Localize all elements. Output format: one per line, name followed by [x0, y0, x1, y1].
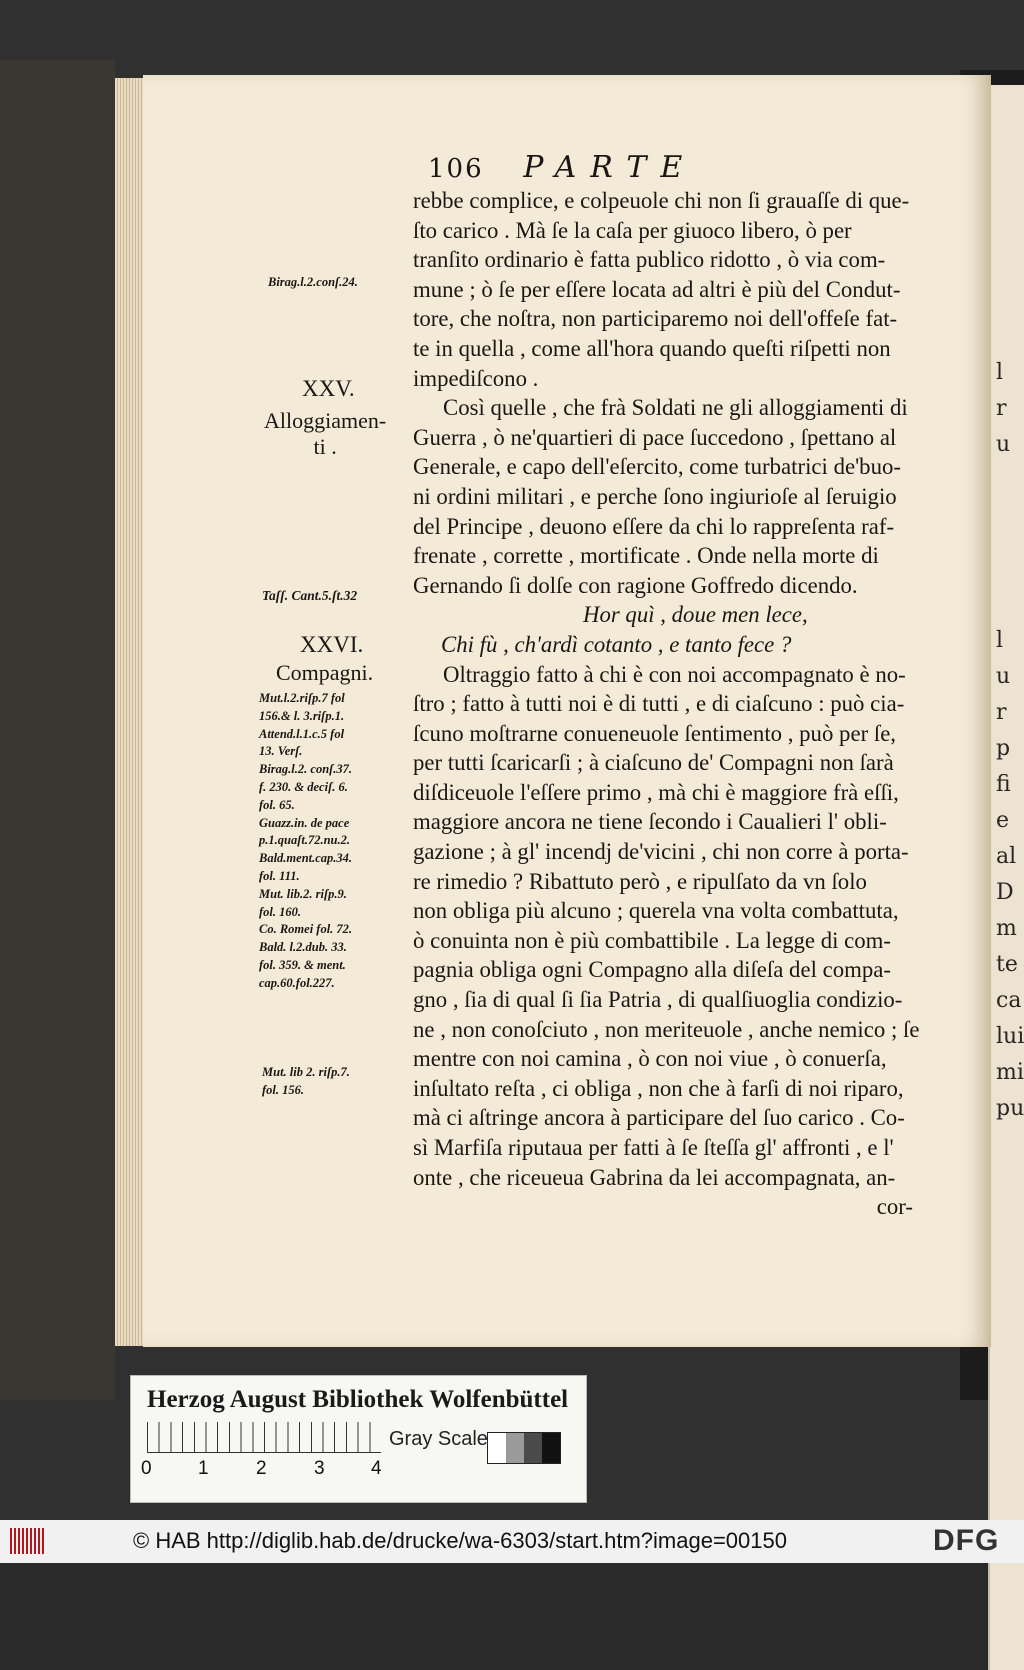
section-name-line: Alloggiamen- — [264, 408, 387, 433]
next-page-fragment: r — [996, 396, 1007, 421]
next-page-fragment: D — [996, 880, 1014, 905]
catchword: cor- — [876, 1194, 913, 1220]
text-line: frenate , corrette , mortificate . Onde nella morte di — [413, 543, 879, 569]
text-line: impediſcono . — [413, 365, 539, 391]
margin-ref-birag: Birag.l.2.conſ.24. — [268, 275, 358, 289]
text-line: per tutti ſcaricarſi ; à ciaſcuno de' Compagni non ſarà — [413, 750, 894, 776]
text-line: ne , non conoſciuto , non meriteuole , anche nemico ; ſe — [413, 1016, 920, 1042]
ruler-number: 4 — [371, 1458, 382, 1479]
text-line: non obliga più alcuno ; querela vna volta combattuta, — [413, 898, 899, 924]
next-page-fragment: u — [996, 432, 1011, 457]
text-line: Guerra , ò ne'quartieri di pace ſuccedono , ſpettano al — [413, 424, 897, 450]
library-color-card — [130, 1375, 587, 1503]
text-line: ſcuno moſtrarne conueneuole ſentimento , può per ſe, — [413, 720, 897, 746]
margin-ref-line: fol. 156. — [262, 1082, 305, 1097]
margin-ref-line: fol. 111. — [259, 868, 300, 883]
next-page-fragment: p — [996, 736, 1011, 761]
next-page-fragment: te — [996, 952, 1018, 977]
text-line: ſtro ; fatto à tutti noi è di tutti , e di ciaſcuno : può cia- — [413, 691, 905, 717]
text-line: Generale, e capo dell'eſercito, come turbatrici de'buo- — [413, 454, 901, 480]
margin-ref-line: 13. Verſ. — [259, 744, 303, 759]
text-line: del Principe , deuono eſſere da chi lo rappreſenta raf- — [413, 513, 895, 539]
body-text — [413, 186, 953, 1222]
text-line: Gernando ſi dolſe con ragione Goffredo dicendo. — [413, 572, 858, 598]
next-page-fragment: pu — [996, 1096, 1024, 1121]
gray-swatch — [542, 1433, 560, 1463]
text-line: pagnia obliga ogni Compagno alla diſeſa del compa- — [413, 957, 891, 983]
text-line: tranſito ordinario è fatta publico ridotto , ò via com- — [413, 247, 886, 273]
gray-swatch — [506, 1433, 524, 1463]
margin-ref-line: f. 230. & deciſ. 6. — [259, 779, 348, 794]
margin-ref-tass: Taſſ. Cant.5.ſt.32 — [262, 588, 358, 603]
margin-ref-mut — [262, 1064, 350, 1100]
next-page-fragment: ca — [996, 988, 1022, 1013]
verse-line: Hor quì , doue men lece, — [583, 602, 808, 628]
margin-ref-line: fol. 359. & ment. — [259, 957, 346, 972]
text-line: ò conuinta non è più combattibile . La legge di com- — [413, 927, 891, 953]
text-line: gno , ſia di qual ſi ſia Patria , di qualſiuoglia condizio- — [413, 987, 903, 1013]
margin-ref-line: cap.60.fol.227. — [259, 975, 335, 990]
dfg-logo: DFG — [933, 1524, 1000, 1557]
margin-ref-line: Attend.l.1.c.5 fol — [259, 726, 345, 741]
next-page-fragment: e — [996, 808, 1010, 833]
text-line: ni ordini militari , e perche ſono ingiurioſe al ſeruigio — [413, 483, 897, 509]
text-line: ſto carico . Mà ſe la caſa per giuoco libero, ò per — [413, 217, 852, 243]
next-page-fragment: fi — [996, 772, 1011, 797]
next-page-fragment: m — [996, 916, 1017, 941]
margin-ref-line: Birag.l.2. conſ.37. — [259, 762, 353, 777]
section-name-line: ti . — [313, 434, 337, 459]
text-line: mune ; ò ſe per eſſere locata ad altri è più del Condut- — [413, 276, 901, 302]
library-name: Herzog August Bibliothek Wolfenbüttel — [147, 1386, 569, 1413]
next-page-fragment: lui — [996, 1024, 1024, 1049]
margin-ref-group — [259, 690, 352, 993]
ruler-number: 2 — [256, 1458, 267, 1479]
verse-line: Chi fù , ch'ardì cotanto , e tanto fece ? — [441, 631, 792, 657]
margin-ref-line: p.1.quaſt.72.nu.2. — [259, 833, 350, 848]
page-number: 106 — [428, 154, 484, 184]
next-page-fragment: mi — [996, 1060, 1024, 1085]
margin-ref-line: Bald.ment.cap.34. — [259, 851, 353, 866]
next-page-fragment: l — [996, 628, 1004, 653]
margin-ref-line: Guazz.in. de pace — [259, 815, 350, 830]
page-header — [428, 150, 696, 185]
text-line: re rimedio ? Ribattuto però , e ripulſato da vn ſolo — [413, 868, 867, 894]
margin-ref-line: 156.& l. 3.riſp.1. — [259, 708, 345, 723]
text-line: maggiore ancora ne tiene ſecondo i Caualieri l' obli- — [413, 809, 887, 835]
running-title: PARTE — [523, 150, 697, 185]
next-page-fragment: al — [996, 844, 1017, 869]
text-line: mà ci aſtringe ancora à participare del ſuo carico . Co- — [413, 1105, 905, 1131]
gray-swatch — [524, 1433, 542, 1463]
book-shadow — [0, 60, 115, 1400]
next-page-fragment: r — [996, 700, 1007, 725]
margin-ref-line: Bald. l.2.dub. 33. — [259, 940, 347, 955]
gray-scale-swatches — [487, 1432, 561, 1464]
text-line: inſultato reſta , ci obliga , non che à farſi di noi riparo, — [413, 1075, 904, 1101]
text-line: rebbe complice, e colpeuole chi non ſi grauaſſe di que- — [413, 188, 910, 213]
text-line: gazione ; à gl' incendj de'vicini , chi non corre à porta- — [413, 839, 909, 865]
margin-ref-line: Mut. lib.2. riſp.9. — [259, 886, 347, 901]
section-name-alloggiamenti — [264, 408, 386, 460]
margin-ref-line: Mut. lib 2. riſp.7. — [262, 1065, 350, 1079]
gray-swatch — [488, 1433, 506, 1463]
section-name-compagni: Compagni. — [276, 660, 374, 685]
ruler-number: 3 — [314, 1458, 325, 1479]
scale-ruler — [147, 1422, 381, 1453]
hab-logo-icon — [10, 1528, 46, 1554]
ruler-number: 0 — [141, 1458, 152, 1479]
margin-ref-line: fol. 65. — [259, 797, 295, 812]
footer-copyright-link[interactable]: © HAB http://diglib.hab.de/drucke/wa-6303/start.htm?image=00150 — [133, 1528, 787, 1553]
text-line: Oltraggio fatto à chi è con noi accompagnato è no- — [443, 661, 906, 687]
next-page-fragment: u — [996, 664, 1011, 689]
gray-scale-label: Gray Scale — [389, 1428, 488, 1450]
text-line: diſdiceuole l'eſſere primo , mà chi è maggiore frà eſſi, — [413, 779, 899, 805]
section-number-xxvi: XXVI. — [300, 632, 364, 657]
ruler-number: 1 — [198, 1458, 209, 1479]
text-line: Così quelle , che frà Soldati ne gli alloggiamenti di — [443, 395, 908, 421]
footer-bar — [0, 1520, 1024, 1563]
page-edges — [115, 78, 145, 1346]
margin-ref-line: Mut.l.2.riſp.7 fol — [259, 691, 345, 705]
text-line: sì Marfiſa riputaua per fatti à ſe ſteſſa gl' affronti , e l' — [413, 1135, 894, 1160]
section-number-xxv: XXV. — [302, 376, 355, 401]
text-line: onte , che riceueua Gabrina da lei accompagnata, an- — [413, 1164, 896, 1190]
margin-ref-line: Co. Romei fol. 72. — [259, 922, 353, 937]
next-page-fragment: l — [996, 360, 1004, 385]
text-line: tore, che noſtra, non participaremo noi dell'offeſe fat- — [413, 306, 898, 332]
next-page-edge — [988, 85, 1024, 1670]
text-line: te in quella , come all'hora quando queſti riſpetti non — [413, 335, 891, 361]
margin-ref-line: fol. 160. — [259, 904, 302, 919]
text-line: mentre con noi camina , ò con noi viue , ò conuerſa, — [413, 1046, 887, 1072]
